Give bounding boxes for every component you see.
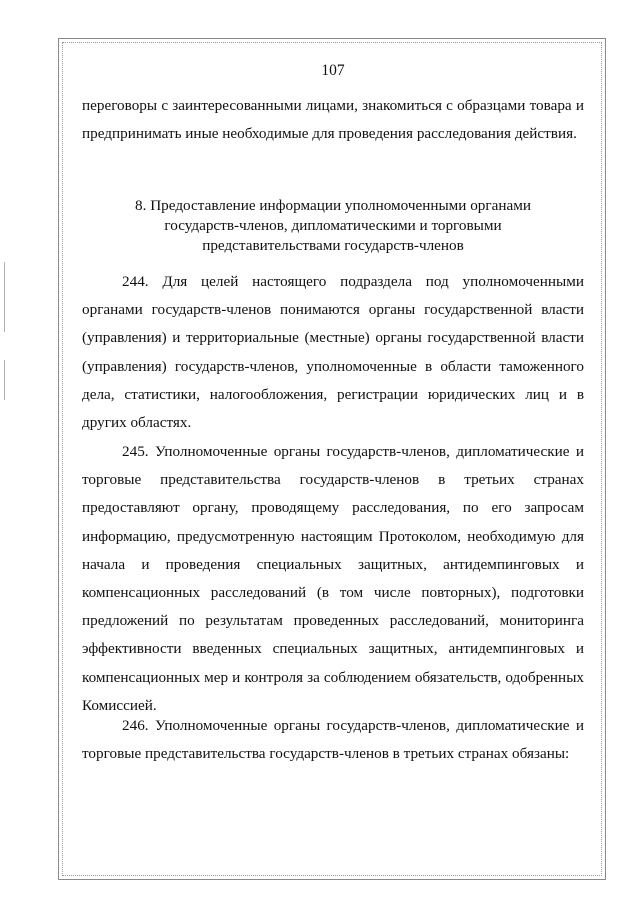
section-heading-line-1: 8. Предоставление информации уполномоченными органами — [135, 197, 531, 214]
scan-margin-mark — [4, 262, 5, 332]
paragraph-244 — [82, 268, 584, 437]
paragraph-text: Для целей настоящего подраздела под уполномоченными органами государств-членов понимаются органы государственной власти (управления) и территориальные (местные) органы государственной власти (управления) государств-членов, уполномоченные в области таможенного дела, статистики, налогообложения, регистрации юридических лиц и в других областях. — [82, 273, 584, 432]
paragraph-block-246 — [82, 712, 584, 768]
paragraph-text: Уполномоченные органы государств-членов, дипломатические и торговые представительства государств-членов в третьих странах обязаны: — [82, 717, 584, 763]
paragraph-number: 246. — [122, 717, 149, 734]
paragraph-245 — [82, 438, 584, 720]
paragraph-text: Уполномоченные органы государств-членов, дипломатические и торговые представительства государств-членов в третьих странах предоставляют органу, проводящему расследования, по его запросам информацию, предусмотренную настоящим Протоколом, необходимую для начала и проведения специальных защитных, антидемпинговых и компенсационных расследований (в том числе повторных), подготовки предложений по результатам проведенных расследований, мониторинга эффективности введенных специальных защитных, антидемпинговых и компенсационных мер и контроля за соблюдением обязательств, одобренных Комиссией. — [82, 443, 584, 714]
paragraph-number: 244. — [122, 273, 149, 290]
section-heading-line-2: государств-членов, дипломатическими и торговыми — [164, 217, 502, 234]
paragraph-number: 245. — [122, 443, 149, 460]
section-heading — [82, 196, 584, 256]
paragraph-246 — [82, 712, 584, 768]
continuation-block — [82, 92, 584, 148]
page-number: 107 — [321, 62, 345, 79]
paragraph-block-244 — [82, 268, 584, 437]
continuation-paragraph: переговоры с заинтересованными лицами, знакомиться с образцами товара и предпринимать иные необходимые для проведения расследования действия. — [82, 97, 584, 143]
paragraph-block-245 — [82, 438, 584, 720]
section-heading-line-3: представительствами государств-членов — [202, 237, 464, 254]
scan-margin-mark — [4, 360, 5, 400]
